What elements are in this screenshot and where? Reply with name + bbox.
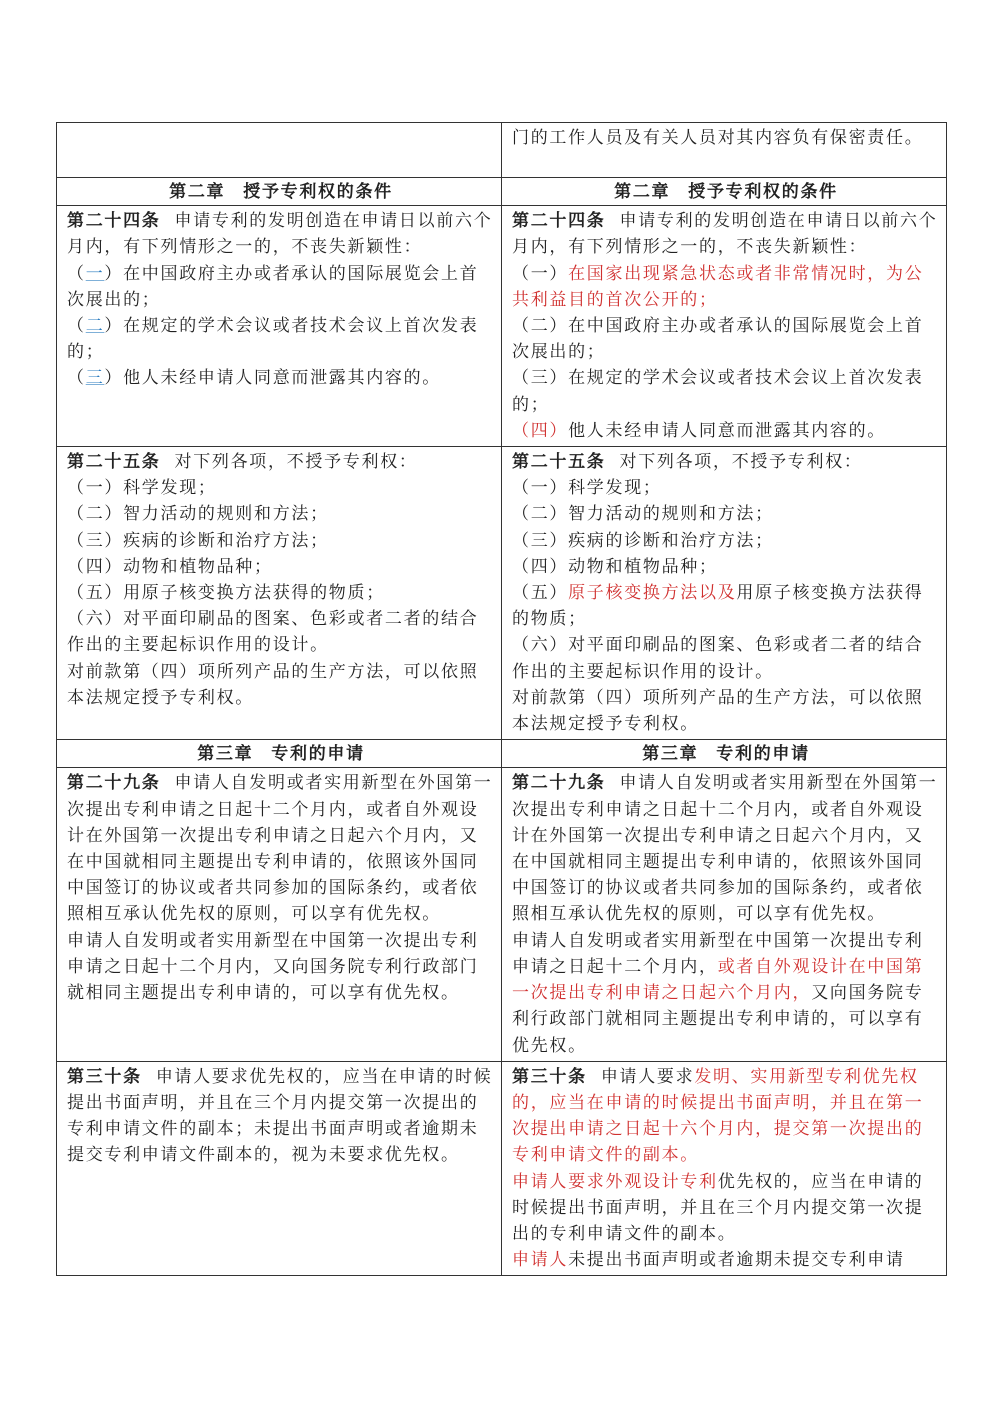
list-item [67, 261, 495, 313]
paragraph [67, 770, 495, 927]
chapter-number: 第三章 [642, 744, 699, 765]
right-cell [502, 206, 947, 447]
list-item [512, 418, 940, 444]
article-label: 第二十四条 [512, 211, 606, 232]
paren: （ [67, 263, 86, 284]
paragraph: 申请人自发明或者实用新型在中国第一次提出专利申请之日起十二个月内，又向国务院专利行政部门就相同主题提出专利申请的，可以享有优先权。 [67, 930, 479, 1004]
paragraph: 门的工作人员及有关人员对其内容负有保密责任。 [512, 128, 924, 148]
list-item [67, 313, 495, 365]
table-row [57, 740, 947, 768]
article-label: 第二十五条 [512, 452, 606, 473]
article-label: 第三十条 [512, 1066, 587, 1087]
article-text: 对下列各项，不授予专利权： [174, 452, 418, 473]
added-text: 发明、实用新型专利优先权的，应当在申请的时候提出书面声明，并且在第一次提出申请之日起十六个月内，提交第一次提出的专利申请文件的副本。 [512, 1066, 924, 1166]
list-item: （二）智力活动的规则和方法； [512, 504, 774, 525]
paragraph: 对前款第（四）项所列产品的生产方法，可以依照本法规定授予专利权。 [67, 661, 479, 708]
paren: ） [104, 263, 124, 284]
left-cell [57, 447, 502, 740]
list-item: （四）动物和植物品种； [512, 556, 718, 577]
table-row [57, 178, 947, 206]
list-item: （六）对平面印刷品的图案、色彩或者二者的结合作出的主要起标识作用的设计。 [67, 609, 479, 656]
list-item: （四）动物和植物品种； [67, 556, 273, 577]
item-text: 在中国政府主办或者承认的国际展览会上首次展出的； [67, 263, 479, 310]
edit-mark: 二 [85, 316, 105, 337]
list-item: （三）疾病的诊断和治疗方法； [67, 530, 329, 551]
list-item: （一）科学发现； [512, 478, 662, 499]
paren: （ [67, 316, 86, 337]
list-item: （二）智力活动的规则和方法； [67, 504, 329, 525]
paragraph [512, 1247, 940, 1273]
table-row [57, 206, 947, 447]
paren: （ [67, 368, 86, 389]
article-text: 申请人自发明或者实用新型在外国第一次提出专利申请之日起十二个月内，或者自外观设计在外国第一次提出专利申请之日起六个月内，又在中国就相同主题提出专利申请的，依照该外国同中国签订的协议或者共同参加的国际条约，或者依照相互承认优先权的原则，可以享有优先权。 [67, 773, 493, 925]
item-text: 他人未经申请人同意而泄露其内容的。 [123, 368, 442, 389]
table-row [57, 768, 947, 1061]
right-cell [502, 1061, 947, 1276]
paragraph [512, 208, 940, 260]
added-text: 在国家出现紧急状态或者非常情况时，为公共利益目的首次公开的； [512, 263, 924, 310]
article-label: 第二十四条 [67, 211, 161, 232]
list-item [512, 261, 940, 313]
article-text: 优先权的，应当在申请的时候提出书面声明，并且在三个月内提交第一次提出的专利申请文件的副本。 [512, 1171, 924, 1244]
table-row [57, 447, 947, 740]
paragraph [67, 1064, 495, 1169]
paragraph [512, 1169, 940, 1248]
paragraph [67, 208, 495, 260]
added-text: 申请人要求外观设计专利 [512, 1171, 718, 1192]
table-row [57, 123, 947, 178]
article-text: 又向国务院专利行政部门就相同主题提出专利申请的，可以享有优先权。 [512, 983, 924, 1056]
comparison-table [56, 122, 947, 1276]
chapter-title: 专利的申请 [716, 744, 810, 765]
item-text: 在规定的学术会议或者技术会议上首次发表的； [67, 316, 479, 363]
article-text: 申请人要求 [600, 1066, 695, 1087]
chapter-number: 第二章 [614, 182, 671, 202]
paragraph [512, 928, 940, 1059]
paragraph: 对前款第（四）项所列产品的生产方法，可以依照本法规定授予专利权。 [512, 687, 924, 735]
added-text: 原子核变换方法以及 [568, 583, 737, 604]
article-label: 第三十条 [67, 1066, 142, 1087]
paragraph [512, 449, 940, 475]
list-item: （六）对平面印刷品的图案、色彩或者二者的结合作出的主要起标识作用的设计。 [512, 635, 924, 682]
paragraph [67, 449, 495, 475]
list-item: （二）在中国政府主办或者承认的国际展览会上首次展出的； [512, 316, 924, 363]
left-cell [57, 206, 502, 447]
edit-mark: 三 [85, 368, 105, 389]
item-number: （五） [512, 583, 569, 604]
list-item: （五）用原子核变换方法获得的物质； [67, 583, 385, 604]
chapter-title: 授予专利权的条件 [243, 182, 393, 202]
article-text: 申请人要求优先权的，应当在申请的时候提出书面声明，并且在三个月内提交第一次提出的专利申请文件的副本；未提出书面声明或者逾期未提交专利申请文件副本的，视为未要求优先权。 [67, 1066, 493, 1166]
item-text: 用原子核变换方法获得的物质； [512, 583, 924, 630]
list-item: （三）在规定的学术会议或者技术会议上首次发表的； [512, 368, 924, 415]
right-cell [502, 447, 947, 740]
article-text: 申请人自发明或者实用新型在中国第一次提出专利申请之日起十二个月内， [512, 930, 924, 977]
chapter-heading [502, 740, 947, 768]
chapter-heading [57, 178, 502, 206]
article-label: 第二十五条 [67, 452, 161, 473]
list-item: （三）疾病的诊断和治疗方法； [512, 530, 774, 551]
list-item [67, 365, 495, 391]
table-row [57, 1061, 947, 1276]
left-cell [57, 768, 502, 1061]
paren: ） [104, 316, 124, 337]
chapter-number: 第二章 [169, 182, 226, 202]
left-cell [57, 123, 502, 178]
article-label: 第二十九条 [512, 773, 606, 794]
chapter-heading [502, 178, 947, 206]
added-text: 申请人 [512, 1250, 569, 1271]
right-cell [502, 768, 947, 1061]
item-text: 他人未经申请人同意而泄露其内容的。 [568, 420, 887, 441]
article-text: 申请人自发明或者实用新型在外国第一次提出专利申请之日起十二个月内，或者自外观设计在外国第一次提出专利申请之日起六个月内，又在中国就相同主题提出专利申请的，依照该外国同中国签订的协议或者共同参加的国际条约，或者依照相互承认优先权的原则，可以享有优先权。 [512, 773, 938, 925]
article-label: 第二十九条 [67, 773, 161, 794]
right-cell [502, 123, 947, 178]
added-text: 或者自外观设计在中国第一次提出专利申请之日起六个月内， [512, 956, 924, 1004]
item-number: （一） [512, 263, 569, 284]
article-text: 未提出书面声明或者逾期未提交专利申请 [568, 1250, 905, 1271]
paragraph [512, 1064, 940, 1169]
left-cell [57, 1061, 502, 1276]
list-item [512, 580, 940, 632]
paragraph [512, 770, 940, 927]
added-text: （四） [512, 420, 569, 441]
article-text: 申请专利的发明创造在申请日以前六个月内，有下列情形之一的，不丧失新颖性： [512, 211, 938, 258]
article-text: 对下列各项，不授予专利权： [619, 452, 863, 473]
list-item: （一）科学发现； [67, 478, 217, 499]
chapter-number: 第三章 [197, 744, 254, 765]
paren: ） [104, 368, 124, 389]
edit-mark: 一 [85, 263, 105, 284]
chapter-heading [57, 740, 502, 768]
article-text: 申请专利的发明创造在申请日以前六个月内，有下列情形之一的，不丧失新颖性： [67, 211, 493, 258]
chapter-title: 专利的申请 [271, 744, 365, 765]
chapter-title: 授予专利权的条件 [688, 182, 838, 202]
